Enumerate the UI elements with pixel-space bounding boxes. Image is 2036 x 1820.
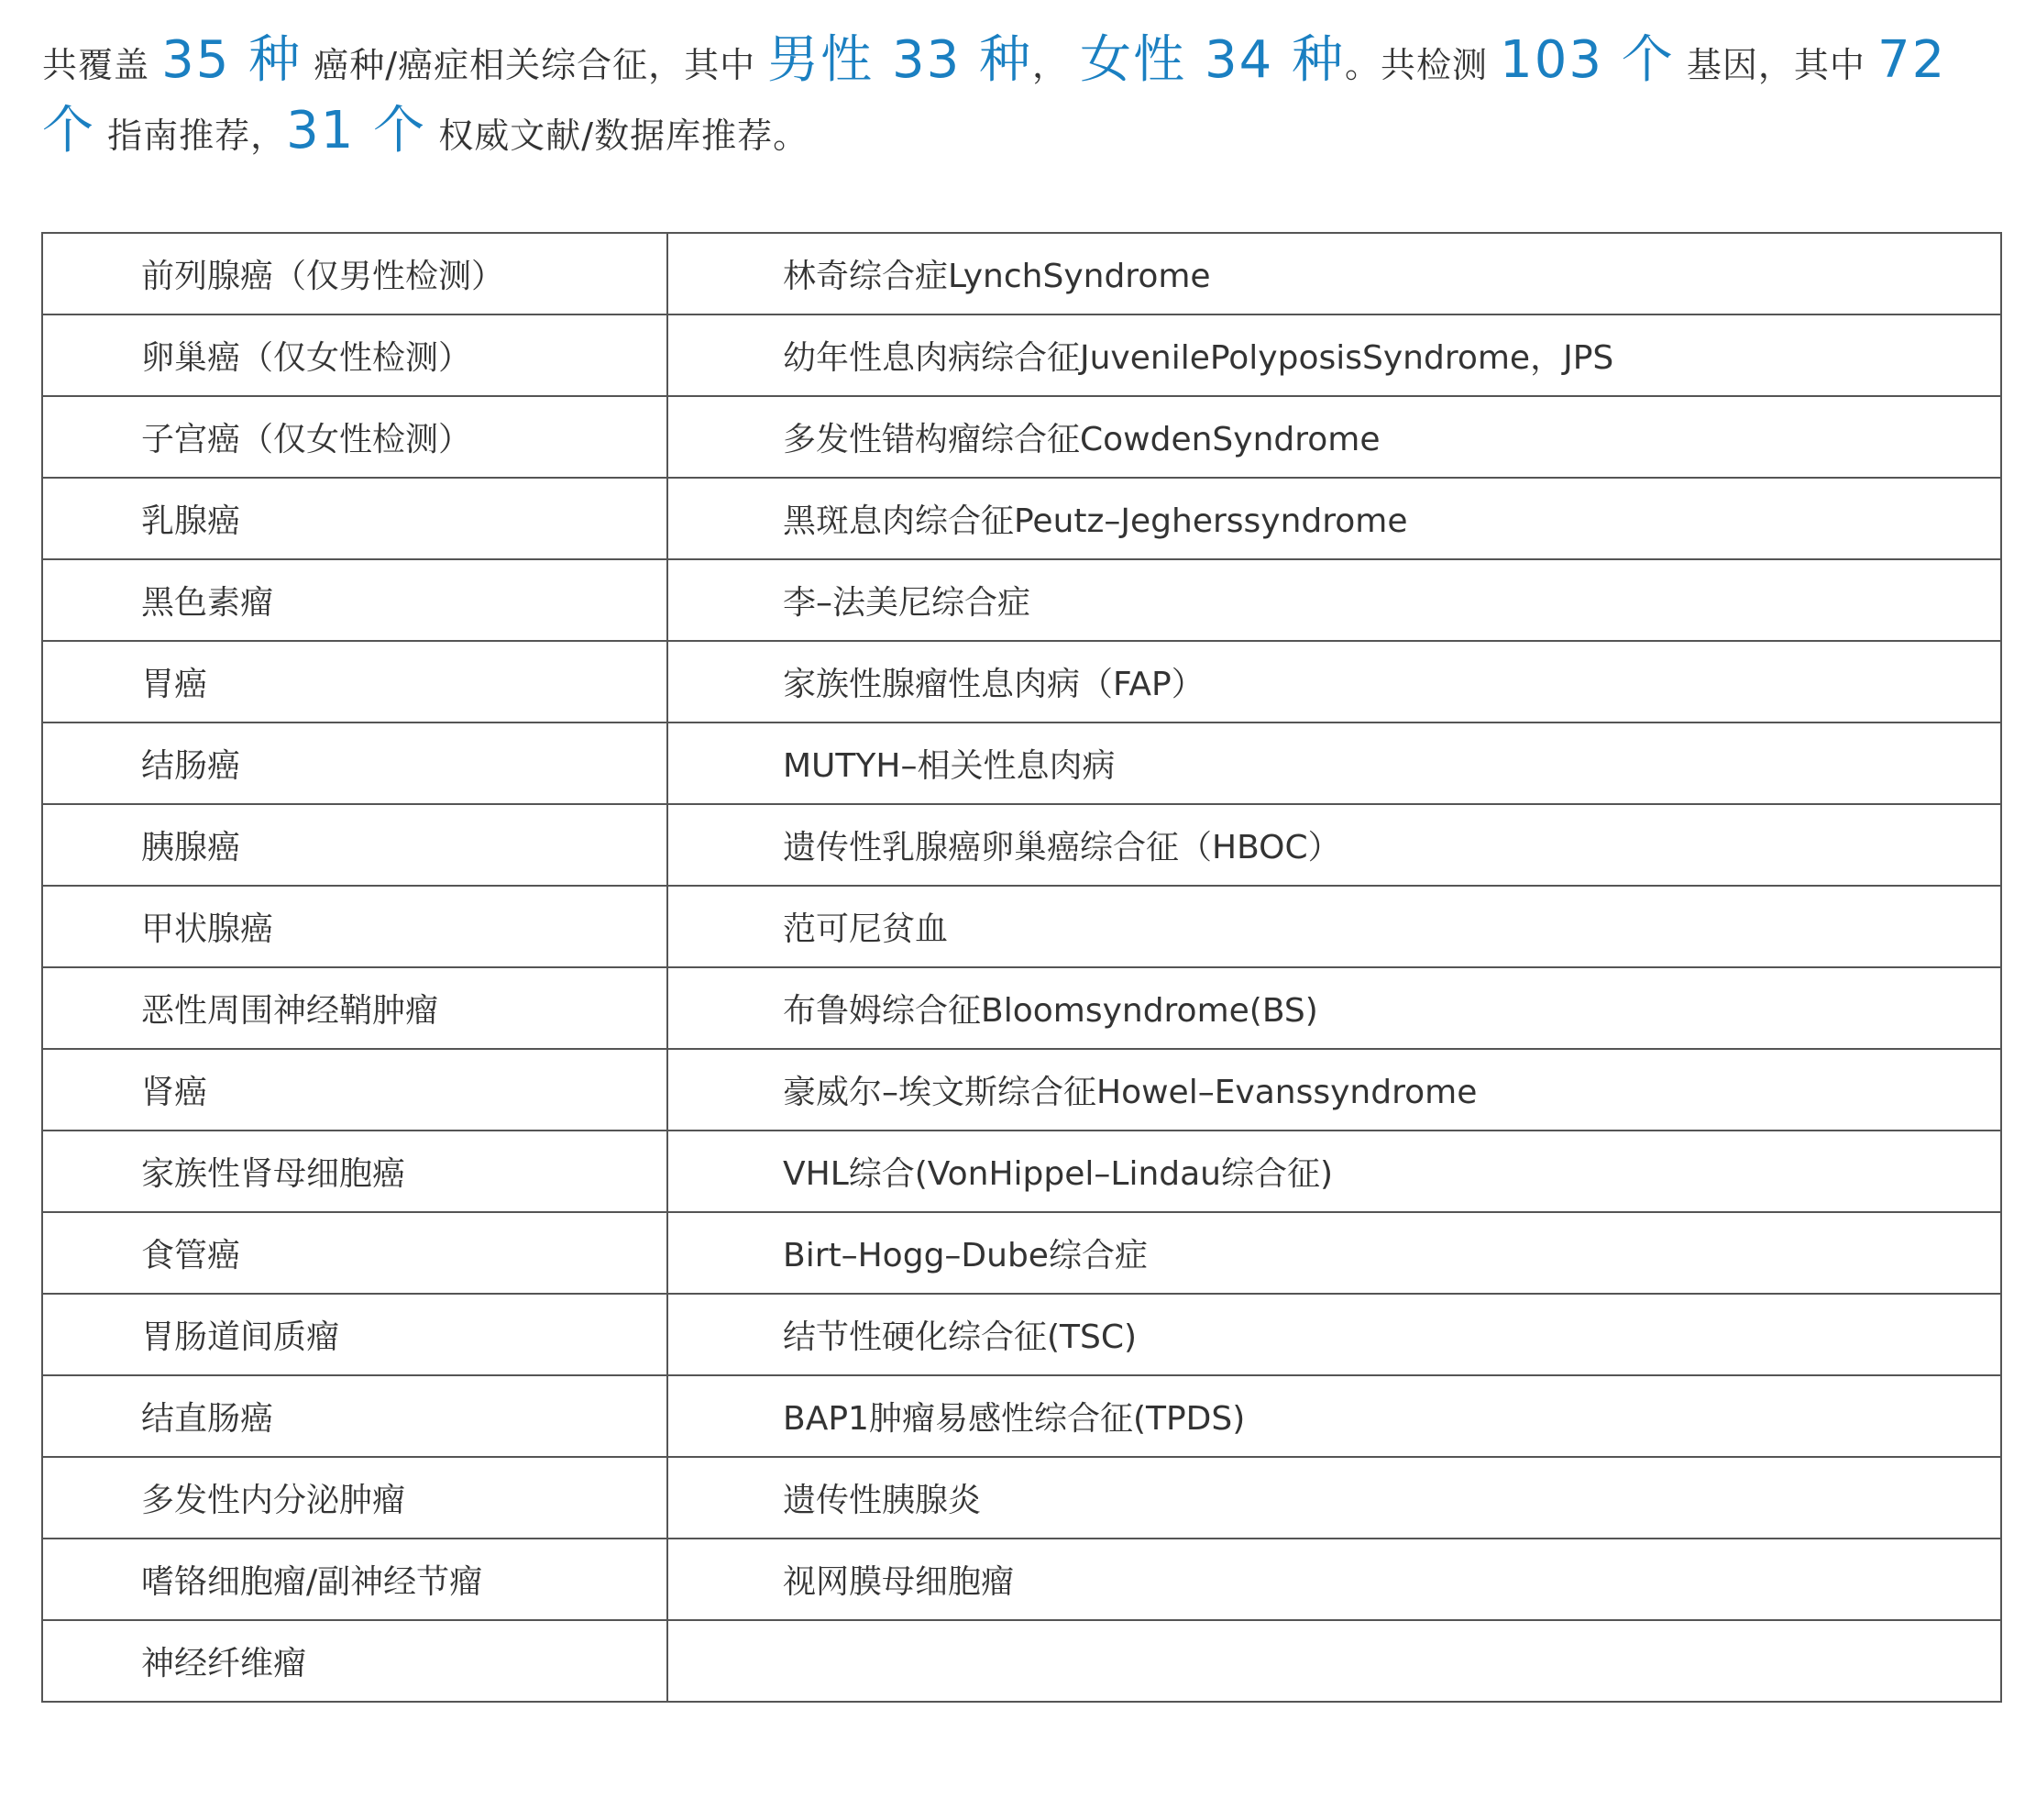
table-row xyxy=(42,641,2001,722)
table-row xyxy=(42,1049,2001,1131)
summary-text: ， xyxy=(1032,45,1069,85)
table-row xyxy=(42,804,2001,886)
syndrome-cell: BAP1肿瘤易感性综合征(TPDS) xyxy=(667,1375,2001,1457)
summary-text: 癌种/癌症相关综合征，其中 xyxy=(314,45,756,85)
cancer-type-cell: 胃癌 xyxy=(42,641,667,722)
table-body xyxy=(42,233,2001,1702)
summary-text: 权威文献/数据库推荐。 xyxy=(438,116,809,156)
table-row xyxy=(42,396,2001,478)
syndrome-cell: 范可尼贫血 xyxy=(667,886,2001,967)
cancer-type-cell: 嗜铬细胞瘤/副神经节瘤 xyxy=(42,1539,667,1620)
table-row xyxy=(42,314,2001,396)
syndrome-cell: 家族性腺瘤性息肉病（FAP） xyxy=(667,641,2001,722)
table-row xyxy=(42,1294,2001,1375)
syndrome-cell: 豪威尔–埃文斯综合征Howel–Evanssyndrome xyxy=(667,1049,2001,1131)
table-row xyxy=(42,1539,2001,1620)
syndrome-cell: 多发性错构瘤综合征CowdenSyndrome xyxy=(667,396,2001,478)
cancer-type-cell: 乳腺癌 xyxy=(42,478,667,559)
cancer-count-highlight: 35 种 xyxy=(161,30,303,90)
syndrome-cell: Birt–Hogg–Dube综合症 xyxy=(667,1212,2001,1294)
cancer-type-cell: 恶性周围神经鞘肿瘤 xyxy=(42,967,667,1049)
syndrome-cell: 李–法美尼综合症 xyxy=(667,559,2001,641)
cancer-type-cell: 卵巢癌（仅女性检测） xyxy=(42,314,667,396)
cancer-syndrome-table xyxy=(41,232,2002,1703)
male-count-highlight: 男性 33 种 xyxy=(767,30,1033,90)
summary-text: 基因，其中 xyxy=(1686,45,1865,85)
table-row xyxy=(42,559,2001,641)
cancer-type-cell: 家族性肾母细胞癌 xyxy=(42,1131,667,1212)
cancer-type-cell: 黑色素瘤 xyxy=(42,559,667,641)
cancer-type-cell: 结直肠癌 xyxy=(42,1375,667,1457)
cancer-type-cell: 胰腺癌 xyxy=(42,804,667,886)
cancer-type-cell: 结肠癌 xyxy=(42,722,667,804)
cancer-type-cell: 子宫癌（仅女性检测） xyxy=(42,396,667,478)
syndrome-cell xyxy=(667,1620,2001,1702)
summary-paragraph xyxy=(42,28,2013,169)
cancer-type-cell: 甲状腺癌 xyxy=(42,886,667,967)
table-row xyxy=(42,1375,2001,1457)
table-row xyxy=(42,233,2001,314)
cancer-type-cell: 肾癌 xyxy=(42,1049,667,1131)
table-row xyxy=(42,1131,2001,1212)
gene-count-highlight: 103 个 xyxy=(1500,30,1675,90)
syndrome-cell: 遗传性胰腺炎 xyxy=(667,1457,2001,1539)
syndrome-cell: 黑斑息肉综合征Peutz–Jegherssyndrome xyxy=(667,478,2001,559)
guideline-count-highlight: 72 个 xyxy=(42,30,1947,160)
table-row xyxy=(42,1212,2001,1294)
syndrome-cell: MUTYH–相关性息肉病 xyxy=(667,722,2001,804)
syndrome-cell: 结节性硬化综合征(TSC) xyxy=(667,1294,2001,1375)
syndrome-cell: 林奇综合症LynchSyndrome xyxy=(667,233,2001,314)
syndrome-cell: 幼年性息肉病综合征JuvenilePolyposisSyndrome，JPS xyxy=(667,314,2001,396)
cancer-type-cell: 胃肠道间质瘤 xyxy=(42,1294,667,1375)
cancer-type-cell: 多发性内分泌肿瘤 xyxy=(42,1457,667,1539)
cancer-type-cell: 前列腺癌（仅男性检测） xyxy=(42,233,667,314)
table-row xyxy=(42,886,2001,967)
table-row xyxy=(42,1457,2001,1539)
cancer-type-cell: 神经纤维瘤 xyxy=(42,1620,667,1702)
table-row xyxy=(42,722,2001,804)
table-row xyxy=(42,967,2001,1049)
cancer-type-cell: 食管癌 xyxy=(42,1212,667,1294)
summary-text: 指南推荐， xyxy=(107,116,287,156)
syndrome-cell: 视网膜母细胞瘤 xyxy=(667,1539,2001,1620)
table-row xyxy=(42,1620,2001,1702)
syndrome-cell: 遗传性乳腺癌卵巢癌综合征（HBOC） xyxy=(667,804,2001,886)
summary-text: 。共检测 xyxy=(1345,45,1489,85)
syndrome-cell: VHL综合(VonHippel–Lindau综合征) xyxy=(667,1131,2001,1212)
table-row xyxy=(42,478,2001,559)
syndrome-cell: 布鲁姆综合征Bloomsyndrome(BS) xyxy=(667,967,2001,1049)
literature-count-highlight: 31 个 xyxy=(286,101,427,160)
summary-text: 共覆盖 xyxy=(42,45,150,85)
female-count-highlight: 女性 34 种 xyxy=(1080,30,1345,90)
